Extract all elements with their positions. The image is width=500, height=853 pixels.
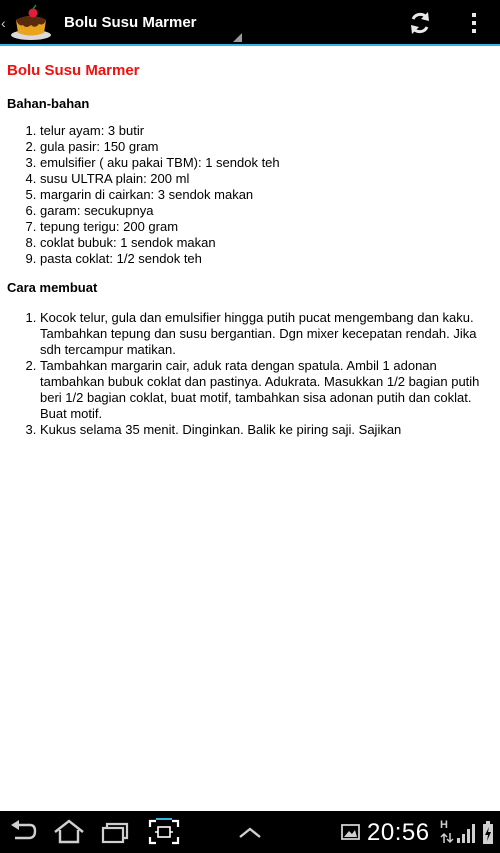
list-item: 6. garam: secukupnya xyxy=(40,203,489,219)
chevron-up-icon[interactable] xyxy=(236,819,264,845)
list-item: 1. telur ayam: 3 butir xyxy=(40,123,489,139)
list-item: 7. tepung terigu: 200 gram xyxy=(40,219,489,235)
spinner-indicator xyxy=(233,33,242,42)
pudding-icon[interactable] xyxy=(9,4,53,42)
refresh-icon[interactable] xyxy=(404,8,436,38)
back-icon[interactable] xyxy=(8,819,38,845)
gallery-notification-icon[interactable] xyxy=(340,821,362,843)
list-item: 8. coklat bubuk: 1 sendok makan xyxy=(40,235,489,251)
list-item: 5. margarin di cairkan: 3 sendok makan xyxy=(40,187,489,203)
battery-icon xyxy=(482,821,494,845)
screenshot-icon[interactable] xyxy=(146,817,182,847)
list-item: 2. Tambahkan margarin cair, aduk rata dengan spatula. Ambil 1 adonan tambahkan bubuk coklat dan pastinya. Adukrata. Masukkan 1/2 bagian putih beri 1/2 bagian coklat, buat motif, tambahkan sisa adonan putih dan coklat. Buat motif. xyxy=(40,358,489,422)
signal-strength-icon xyxy=(456,822,476,844)
ingredients-list xyxy=(7,123,489,267)
ingredients-heading: Bahan-bahan xyxy=(7,96,90,111)
network-type-label: H xyxy=(440,819,448,831)
status-clock: 20:56 xyxy=(367,819,430,846)
recent-apps-icon[interactable] xyxy=(100,819,130,845)
steps-heading: Cara membuat xyxy=(7,280,98,295)
list-item: 4. susu ULTRA plain: 200 ml xyxy=(40,171,489,187)
data-activity-icon xyxy=(440,831,454,845)
up-caret-icon[interactable]: ‹ xyxy=(1,15,6,31)
list-item: 3. Kukus selama 35 menit. Dinginkan. Balik ke piring saji. Sajikan xyxy=(40,422,489,438)
overflow-menu-icon[interactable] xyxy=(462,8,486,38)
system-nav-bar xyxy=(0,811,500,853)
list-item: 9. pasta coklat: 1/2 sendok teh xyxy=(40,251,489,267)
app-title: Bolu Susu Marmer xyxy=(64,14,197,31)
home-icon[interactable] xyxy=(52,819,86,845)
recipe-title: Bolu Susu Marmer xyxy=(7,62,140,79)
list-item: 1. Kocok telur, gula dan emulsifier hingga putih pucat mengembang dan kaku. Tambahkan tepung dan susu bergantian. Dgn mixer kecepatan rendah. Jika sdh tercampur matikan. xyxy=(40,310,489,358)
list-item: 3. emulsifier ( aku pakai TBM): 1 sendok teh xyxy=(40,155,489,171)
list-item: 2. gula pasir: 150 gram xyxy=(40,139,489,155)
steps-list xyxy=(7,310,489,438)
action-bar xyxy=(0,0,500,46)
recipe-content xyxy=(0,46,500,811)
